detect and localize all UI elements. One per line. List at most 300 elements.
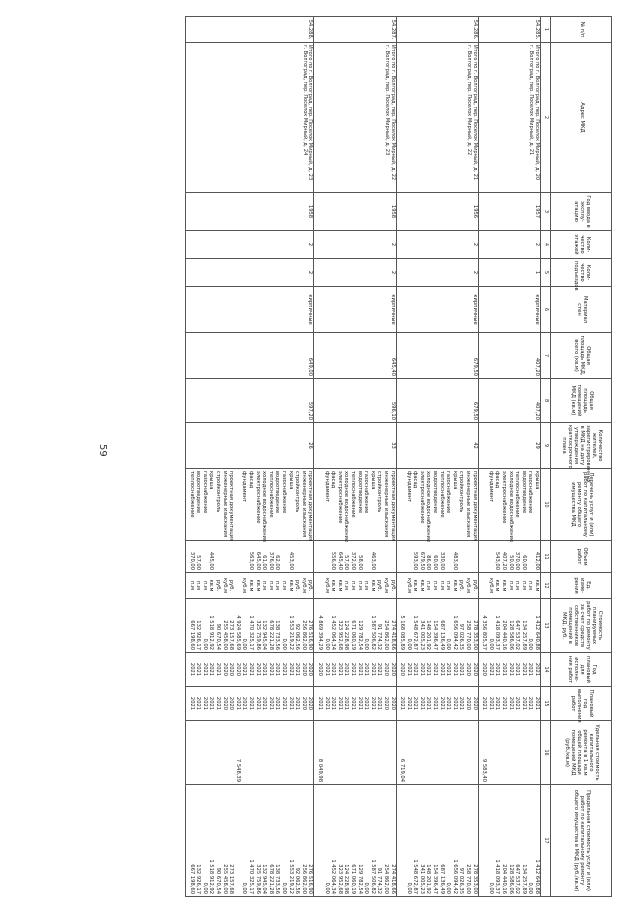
work-cost-value: 129 782,54 [356, 620, 363, 650]
exec-year-value: 2021 [527, 696, 534, 711]
exec-year-value: 2021 [195, 696, 202, 711]
unit-cost-value [214, 723, 221, 782]
plan-year-value: 2021 [405, 662, 412, 677]
plan-year-value: 2020 [389, 662, 396, 677]
work-volume-value [480, 543, 487, 570]
unit-cost-value [519, 723, 526, 782]
header-cell: Ед. изме-рения [551, 573, 612, 599]
plan-year-value: 2020 [221, 662, 228, 677]
plan-year-value: 2021 [254, 662, 261, 677]
address-line: Итого по г. Волгоград, пер. Поселок Мирный, д. 21 [471, 45, 478, 181]
plan-year-value: 2021 [201, 662, 208, 677]
work-volume-value: 543,00 [494, 551, 501, 570]
address-line: Итого по г. Волгоград, пер. Поселок Мирный, д. 22 [389, 45, 396, 181]
work-unit-value: п.м [188, 581, 195, 590]
unit-cost-column [314, 721, 396, 785]
work-name-value: водоотведение [520, 471, 527, 514]
address-line: г. Волгоград, пер. Поселок Мирный, д. 24 [301, 45, 308, 156]
work-cost-value: 278 353,00 [471, 620, 478, 650]
plan-year-value: 2021 [363, 662, 370, 677]
exec-year-value: 2021 [425, 696, 432, 711]
work-name-value: крыша [208, 471, 215, 490]
work-cost-value: 0,00 [405, 638, 412, 650]
work-unit-value: п.м [527, 581, 534, 590]
wall-material-cell: кирпичные [314, 287, 396, 333]
plan-year-value: 2021 [425, 662, 432, 677]
work-volume-value [299, 543, 306, 570]
header-cell: Год ввода в эксплу-атацию [551, 193, 612, 231]
unit-cost-value [532, 723, 539, 782]
work-unit-value: кв.м [418, 579, 425, 592]
work-name-value: проектная документация [389, 471, 396, 542]
plan-year-value: 2020 [317, 662, 323, 677]
work-unit-value: кв.м [451, 579, 458, 592]
work-volume-value: 58,00 [356, 555, 363, 570]
work-name-value: водоотведение [432, 471, 439, 514]
residents-cell: 26 [186, 423, 314, 469]
limit-cost-value: 678 221,28 [267, 864, 274, 894]
address-line: Итого по г. Волгоград, пер. Поселок Мирный, д. 23 [307, 45, 314, 181]
limit-cost-value: 0,00 [405, 882, 412, 894]
work-cost-value: 1 518 912,92 [208, 615, 215, 650]
limit-cost-value: 92 062,56 [294, 867, 301, 894]
limit-cost-value: 97 026,35 [458, 867, 465, 894]
work-unit-value: кв.м [534, 579, 540, 592]
limit-cost-value: 91 774,32 [376, 867, 383, 894]
work-name-value: проектная документация [471, 471, 478, 542]
plan-year-value: 2021 [458, 662, 465, 677]
work-cost-value: 325 759,86 [254, 620, 261, 650]
work-name-value: фундамент [487, 471, 494, 503]
work-name-value: крыша [451, 471, 458, 490]
work-unit-value: п.м [356, 581, 363, 590]
work-unit-value: п.м [432, 581, 439, 590]
exec-year-column [396, 687, 478, 721]
limit-cost-value: 132 926,17 [195, 864, 202, 894]
work-unit-value: п.м [201, 581, 208, 590]
exec-year-value: 2021 [451, 696, 458, 711]
exec-year-value: 2021 [418, 696, 425, 711]
plan-year-value: 2021 [534, 662, 540, 677]
work-cost-value: 4 924 585,69 [234, 615, 241, 650]
year-cell: 1958 [314, 193, 396, 231]
exec-year-value: 2021 [399, 696, 406, 711]
plan-year-value: 2021 [501, 662, 508, 677]
header-cell: Объем работ [551, 541, 612, 573]
work-unit-column [478, 573, 540, 599]
unit-cost-value [513, 723, 520, 782]
work-name-value: стройконтроль [376, 471, 383, 513]
plan-year-value: 2021 [451, 662, 458, 677]
unit-cost-value [355, 723, 362, 782]
exec-year-value: 2021 [432, 696, 439, 711]
work-unit-value: п.м [343, 581, 350, 590]
work-name-value: водоотведение [195, 471, 202, 514]
plan-year-column [478, 653, 540, 687]
work-volume-value: 57,00 [195, 555, 202, 570]
work-name-value: холодное водоснабжение [507, 471, 514, 543]
total-area-cell: 649,00 [186, 333, 314, 379]
work-name-value: холодное водоснабжение [425, 471, 432, 543]
limit-cost-value: 138 733,56 [274, 864, 281, 894]
work-unit-value: кв.м [494, 579, 501, 592]
limit-cost-value: 0,00 [527, 882, 534, 894]
work-cost-column [396, 599, 478, 653]
exec-year-value: 2021 [438, 696, 445, 711]
plan-year-value: 2020 [471, 662, 478, 677]
plan-year-value: 2021 [336, 662, 343, 677]
work-unit-value: кв.м [254, 579, 261, 592]
exec-year-value: 2021 [534, 696, 540, 711]
exec-year-value: 2021 [494, 696, 501, 711]
limit-cost-value: 134 257,89 [520, 864, 527, 894]
exec-year-value: 2021 [487, 696, 494, 711]
unit-cost-value [329, 723, 336, 782]
exec-year-value: 2020 [471, 696, 478, 711]
work-unit-value: кв.м [501, 579, 508, 592]
plan-year-value: 2021 [514, 662, 521, 677]
work-name-column [396, 469, 478, 541]
work-volume-value: 645,40 [336, 551, 343, 570]
work-cost-value: 124 228,98 [343, 620, 350, 650]
work-cost-value: 1 452 064,34 [330, 615, 337, 650]
work-volume-value [279, 543, 286, 570]
work-volume-value: 445,00 [208, 551, 215, 570]
limit-cost-value: 671 060,19 [349, 864, 356, 894]
limit-cost-value: 254 862,00 [382, 864, 389, 894]
exec-year-value: 2021 [514, 696, 521, 711]
unit-cost-value [227, 723, 234, 782]
work-volume-value [463, 543, 470, 570]
limit-cost-value: 1 470 325,17 [248, 859, 255, 894]
work-volume-value [315, 543, 322, 570]
unit-cost-value: 8 049,98 [317, 758, 323, 782]
unit-cost-value [293, 723, 300, 782]
work-cost-value: 276 516,90 [307, 620, 314, 650]
unit-cost-value [457, 723, 464, 782]
column-number: 10 [541, 469, 551, 541]
work-unit-value [233, 575, 240, 596]
unit-cost-value [417, 723, 424, 782]
exec-year-value: 2021 [458, 696, 465, 711]
entrances-cell: 2 [396, 259, 478, 287]
work-name-column [186, 469, 314, 541]
unit-cost-value [207, 723, 214, 782]
entrances-cell: 2 [186, 259, 314, 287]
limit-cost-value: 1 418 093,37 [494, 859, 501, 894]
limit-cost-column [396, 785, 478, 897]
work-name-value: фундамент [405, 471, 412, 503]
work-unit-value: кв.м [412, 579, 419, 592]
rooms-area-cell: 679,50 [396, 379, 478, 423]
column-number: 7 [541, 333, 551, 379]
unit-cost-value [187, 723, 194, 782]
work-name-value: фасад [330, 471, 337, 489]
plan-year-value: 2021 [248, 662, 255, 677]
limit-cost-value: 0,00 [201, 882, 208, 894]
exec-year-value: 2021 [349, 696, 356, 711]
limit-cost-value: 124 228,98 [343, 864, 350, 894]
limit-cost-value: 255 458,00 [221, 864, 228, 894]
table-row [186, 17, 314, 897]
exec-year-value: 2021 [405, 696, 412, 711]
work-name-value: крыша [534, 471, 540, 490]
total-area-cell: 679,50 [396, 333, 478, 379]
floors-cell: 2 [314, 231, 396, 259]
limit-cost-value: 647 537,02 [514, 864, 521, 894]
work-unit-value: п.м [267, 581, 274, 590]
limit-cost-value: 1 452 064,34 [330, 859, 337, 894]
work-name-value: холодное водоснабжение [343, 471, 350, 543]
work-cost-value: 138 733,56 [274, 620, 281, 650]
exec-year-value: 2020 [307, 696, 314, 711]
exec-year-value: 2021 [336, 696, 343, 711]
work-volume-value: 593,00 [412, 551, 419, 570]
header-cell: Материал стен [551, 287, 612, 333]
unit-cost-value [444, 723, 451, 782]
plan-year-value: 2021 [438, 662, 445, 677]
work-volume-value [214, 543, 221, 570]
exec-year-value: 2021 [376, 696, 383, 711]
work-cost-value: 255 458,00 [221, 620, 228, 650]
work-cost-value: 1 587 506,82 [369, 615, 376, 650]
work-unit-value: п.м [274, 581, 281, 590]
limit-cost-value: 0,00 [363, 882, 370, 894]
plan-year-value: 2021 [330, 662, 337, 677]
work-volume-value [227, 543, 234, 570]
limit-cost-value: 129 782,54 [356, 864, 363, 894]
work-name-value: газоснабжение [527, 471, 534, 514]
exec-year-value: 2020 [465, 696, 472, 711]
work-cost-value: 667 198,60 [188, 620, 195, 650]
plan-year-value: 2021 [507, 662, 514, 677]
entrances-cell: 2 [314, 259, 396, 287]
plan-year-value: 2020 [300, 662, 307, 677]
work-name-value: стройконтроль [215, 471, 222, 513]
limit-cost-value: 276 516,90 [307, 864, 314, 894]
plan-year-value: 2020 [307, 662, 314, 677]
header-cell: Плановый год выполнения работ [551, 687, 612, 721]
column-number: 8 [541, 379, 551, 423]
work-volume-value [306, 543, 313, 570]
work-volume-value: 60,00 [520, 555, 527, 570]
work-volume-value: 463,00 [369, 551, 376, 570]
work-volume-value [470, 543, 477, 570]
plan-year-value: 2021 [281, 662, 288, 677]
work-unit-column [186, 573, 314, 599]
plan-year-value: 2020 [465, 662, 472, 677]
work-unit-value: п.м [281, 581, 288, 590]
unit-cost-value [348, 723, 355, 782]
unit-cost-value [463, 723, 470, 782]
unit-cost-value [450, 723, 457, 782]
exec-year-value: 2020 [228, 696, 235, 711]
header-cell: Перечень услуг и (или) работ по капитальному ремонту общего имущества МКД [551, 469, 612, 541]
work-name-value: электроснабжение [418, 471, 425, 524]
exec-year-value: 2021 [412, 696, 419, 711]
work-volume-value: 645,00 [254, 551, 261, 570]
work-name-value: стройконтроль [294, 471, 301, 513]
column-number: 3 [541, 193, 551, 231]
column-number: 4 [541, 231, 551, 259]
work-cost-value: 671 060,19 [349, 620, 356, 650]
work-unit-value: п.м [438, 581, 445, 590]
header-cell: № п/п [551, 17, 612, 43]
limit-cost-value: 1 656 094,42 [451, 859, 458, 894]
work-unit-value: кв.м [287, 579, 294, 592]
work-name-value: газоснабжение [281, 471, 288, 514]
unit-cost-value [273, 723, 280, 782]
total-area-cell: 645,40 [314, 333, 396, 379]
work-unit-value [398, 575, 405, 596]
header-cell: Общая площадь МКД, всего (кв.м) [551, 333, 612, 379]
work-name-value: электроснабжение [254, 471, 261, 524]
work-name-value: инженерные изыскания [382, 471, 389, 538]
plan-year-value: 2021 [323, 662, 330, 677]
plan-year-value: 2021 [527, 662, 534, 677]
work-volume-value [200, 543, 207, 570]
work-name-value: проектная документация [228, 471, 235, 542]
plan-year-value: 2021 [261, 662, 268, 677]
column-number: 9 [541, 423, 551, 469]
exec-year-value: 2021 [481, 696, 488, 711]
work-name-value: водоотведение [274, 471, 281, 514]
work-unit-value: куб.м [323, 578, 330, 593]
work-volume-value: 370,00 [188, 551, 195, 570]
unit-cost-value [299, 723, 306, 782]
unit-cost-value [431, 723, 438, 782]
work-cost-value: 254 862,00 [382, 620, 389, 650]
exec-year-value: 2021 [241, 696, 248, 711]
work-unit-value: п.м [349, 581, 356, 590]
column-number: 1 [541, 17, 551, 43]
limit-cost-value: 204 440,16 [501, 864, 508, 894]
header-cell: Стоимость планируемых работ по ремонту за счет средств собственников помещений в МКД, руб. [551, 599, 612, 653]
work-cost-value: 258 770,00 [465, 620, 472, 650]
exec-year-value: 2021 [254, 696, 261, 711]
column-number: 17 [541, 785, 551, 897]
work-name-value: крыша [369, 471, 376, 490]
work-cost-value: 128 586,06 [507, 620, 514, 650]
header-cell: Предельная стоимость услуг и (или) работ по капитальному ремонту общего имущества в МКД (руб./кв.м) [551, 785, 612, 897]
floors-cell: 2 [478, 231, 540, 259]
exec-year-value: 2021 [330, 696, 337, 711]
plan-year-value: 2020 [481, 662, 488, 677]
limit-cost-value: 128 586,06 [507, 864, 514, 894]
work-name-value: проектная документация [307, 471, 314, 542]
column-number: 13 [541, 599, 551, 653]
table-body [186, 17, 541, 897]
work-unit-value: руб. [215, 579, 222, 592]
work-unit-value [480, 575, 487, 596]
plan-year-value: 2021 [274, 662, 281, 677]
floors-cell: 2 [186, 231, 314, 259]
work-cost-value: 148 201,92 [425, 620, 432, 650]
work-cost-value: 134 257,89 [520, 620, 527, 650]
unit-cost-value [526, 723, 533, 782]
work-name-value: инженерные изыскания [465, 471, 472, 538]
work-cost-column [186, 599, 314, 653]
plan-year-value: 2021 [487, 662, 494, 677]
work-unit-value: п.м [445, 581, 452, 590]
work-name-value: фундамент [323, 471, 330, 503]
work-cost-value: 1 548 672,87 [412, 615, 419, 650]
table-row [396, 17, 478, 897]
work-cost-value: 132 926,17 [195, 620, 202, 650]
unit-cost-value [194, 723, 201, 782]
address-cell [478, 43, 540, 193]
plan-year-value: 2020 [228, 662, 235, 677]
work-name-column [314, 469, 396, 541]
header-cell: Количество жителей, зарегистрированных в МКД на дату утверждения краткосрочного плана [551, 423, 612, 469]
limit-cost-value: 687 136,49 [438, 864, 445, 894]
work-unit-value: п.м [195, 581, 202, 590]
unit-cost-value [260, 723, 267, 782]
work-volume-value: 86,00 [425, 555, 432, 570]
limit-cost-value: 256 862,00 [300, 864, 307, 894]
address-cell [314, 43, 396, 193]
work-cost-value: 1 418 093,37 [494, 615, 501, 650]
work-unit-value: куб.м [382, 578, 389, 593]
exec-year-value: 2021 [520, 696, 527, 711]
work-volume-value [398, 543, 405, 570]
plan-year-value: 2021 [369, 662, 376, 677]
work-cost-value: 1 412 640,88 [534, 615, 540, 650]
unit-cost-value [266, 723, 273, 782]
floors-cell: 2 [396, 231, 478, 259]
work-unit-value [315, 575, 322, 596]
unit-cost-value [493, 723, 500, 782]
work-name-value [398, 471, 405, 538]
exec-year-value: 2021 [445, 696, 452, 711]
work-unit-value: куб.м [300, 578, 307, 593]
work-volume-value [388, 543, 395, 570]
limit-cost-value [315, 787, 322, 894]
exec-year-value: 2021 [215, 696, 222, 711]
work-name-value [315, 471, 322, 538]
work-cost-column [478, 599, 540, 653]
address-line: г. Волгоград, пер. Поселок Мирный, д. 21 [528, 45, 535, 156]
unit-cost-value [411, 723, 418, 782]
work-cost-value: 274 418,66 [389, 620, 396, 650]
work-volume-value: 61,00 [261, 555, 268, 570]
exec-year-value: 2021 [369, 696, 376, 711]
year-cell: 1957 [478, 193, 540, 231]
year-cell: 1956 [396, 193, 478, 231]
work-unit-value: куб.м [241, 578, 248, 593]
work-unit-value: руб. [294, 579, 301, 592]
work-name-value: холодное водоснабжение [261, 471, 268, 543]
plan-year-value: 2021 [215, 662, 222, 677]
work-cost-value: 0,00 [445, 638, 452, 650]
table-row [314, 17, 396, 897]
plan-year-value: 2021 [195, 662, 202, 677]
work-unit-value: руб. [376, 579, 383, 592]
plan-year-value: 2021 [376, 662, 383, 677]
unit-cost-value [499, 723, 506, 782]
work-volume-value: 57,00 [343, 555, 350, 570]
wall-material-cell: кирпичные [186, 287, 314, 333]
plan-year-value: 2020 [399, 662, 406, 677]
exec-year-column [314, 687, 396, 721]
exec-year-value: 2021 [356, 696, 363, 711]
work-unit-value: руб. [471, 579, 478, 592]
plan-year-value: 2021 [287, 662, 294, 677]
work-cost-value: 0,00 [363, 638, 370, 650]
unit-cost-value [388, 723, 395, 782]
work-cost-value: 132 945,04 [261, 620, 268, 650]
limit-cost-value: 132 945,04 [261, 864, 268, 894]
